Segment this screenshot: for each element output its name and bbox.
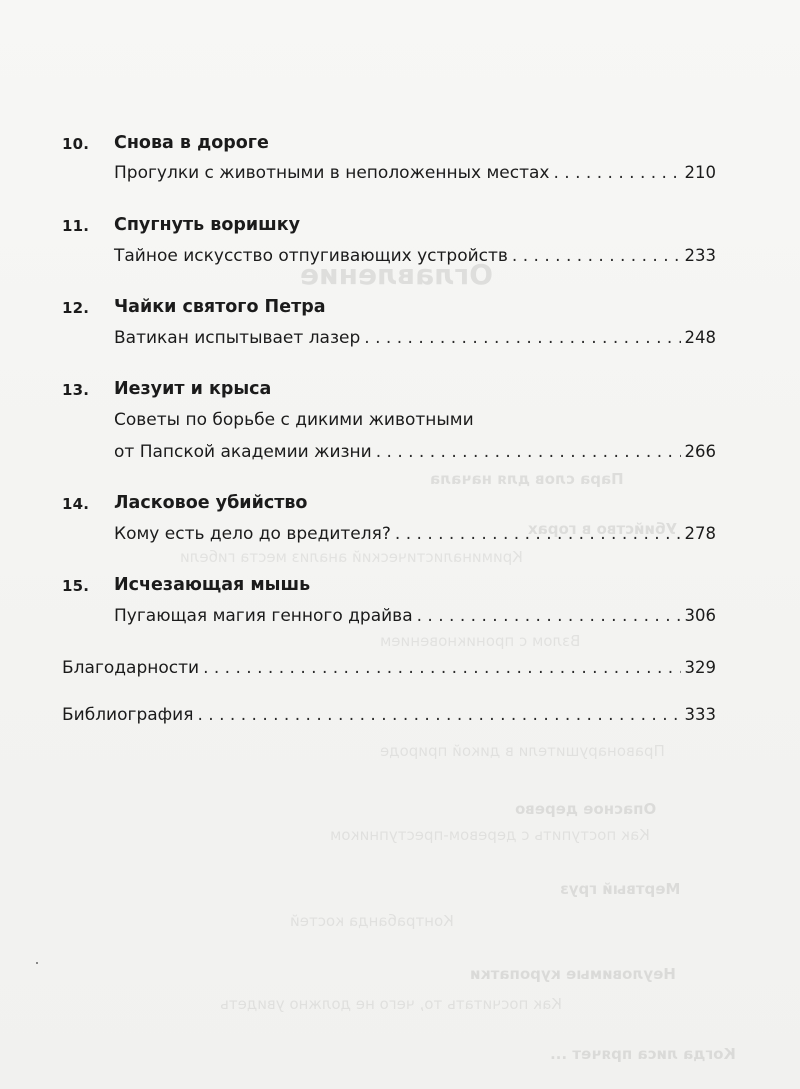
chapter-title: Снова в дороге: [114, 133, 269, 153]
bleed-through-line: Мертвый груз: [560, 880, 681, 898]
bleed-through-line: Как поступить с деревом-преступником: [330, 826, 650, 844]
dot-leader: [376, 442, 681, 462]
toc-acknowledgements[interactable]: [62, 658, 716, 678]
page-number: 306: [684, 606, 716, 625]
chapter-number: 13.: [62, 381, 90, 399]
chapter-number: 11.: [62, 217, 90, 235]
back-matter-title: Библиография: [62, 705, 194, 725]
page-number: 278: [684, 524, 716, 543]
dot-leader: [553, 163, 680, 183]
dot-leader: [364, 328, 680, 348]
bleed-through-line: Правонарушители в дикой природе: [380, 742, 665, 760]
chapter-subtitle: Прогулки с животными в неположенных местах: [114, 163, 550, 183]
toc-bibliography[interactable]: [62, 705, 716, 725]
chapter-subtitle: Тайное искусство отпугивающих устройств: [114, 246, 508, 266]
dot-leader: [395, 524, 681, 544]
toc-entry[interactable]: [114, 442, 716, 462]
back-matter-title: Благодарности: [62, 658, 200, 678]
chapter-title: Чайки святого Петра: [114, 297, 326, 317]
toc-entry[interactable]: [114, 246, 716, 266]
chapter-title: Спугнуть воришку: [114, 215, 301, 235]
toc-entry[interactable]: [114, 163, 716, 183]
page-number: 248: [684, 328, 716, 347]
bleed-through-line: Опасное дерево: [515, 800, 657, 818]
toc-entry-line-1: [114, 410, 716, 430]
toc-entry[interactable]: [114, 524, 716, 544]
bleed-through-line: Криминалистический анализ места гибели: [180, 548, 523, 566]
dot-leader: [203, 658, 680, 678]
chapter-number: 10.: [62, 135, 90, 153]
page-number: 333: [684, 705, 716, 724]
chapter-number: 15.: [62, 577, 90, 595]
chapter-title: Иезуит и крыса: [114, 379, 272, 399]
toc-entry[interactable]: [114, 328, 716, 348]
chapter-subtitle: Пугающая магия генного драйва: [114, 606, 413, 626]
bleed-through-line: Когда лиса прячет ...: [550, 1045, 736, 1063]
chapter-number: 12.: [62, 299, 90, 317]
dot-leader: [417, 606, 681, 626]
bleed-through-line: Пара слов для начала: [430, 470, 624, 488]
bleed-through-line: Неуловимые куропатки: [470, 965, 676, 983]
page-number: 233: [684, 246, 716, 265]
bleed-through-line: Контрабанда костей: [290, 912, 454, 930]
bleed-through-line: Взлом с проникновением: [380, 632, 581, 650]
bleed-through-line: Убийство в горах: [528, 520, 678, 538]
page-number: 266: [684, 442, 716, 461]
dot-leader: [512, 246, 681, 266]
chapter-title: Ласковое убийство: [114, 493, 308, 513]
page-number: 329: [684, 658, 716, 677]
chapter-subtitle: Кому есть дело до вредителя?: [114, 524, 391, 544]
toc-entry[interactable]: [114, 606, 716, 626]
page-number: 210: [684, 163, 716, 182]
chapter-subtitle: от Папской академии жизни: [114, 442, 372, 462]
chapter-subtitle: Советы по борьбе с дикими животными: [114, 410, 474, 430]
chapter-number: 14.: [62, 495, 90, 513]
margin-speck: [36, 962, 38, 964]
dot-leader: [197, 705, 680, 725]
bleed-through-heading: Оглавление: [300, 258, 494, 291]
chapter-subtitle: Ватикан испытывает лазер: [114, 328, 361, 348]
chapter-title: Исчезающая мышь: [114, 575, 311, 595]
bleed-through-line: Как посчитать то, чего не должно увидеть: [220, 995, 563, 1013]
